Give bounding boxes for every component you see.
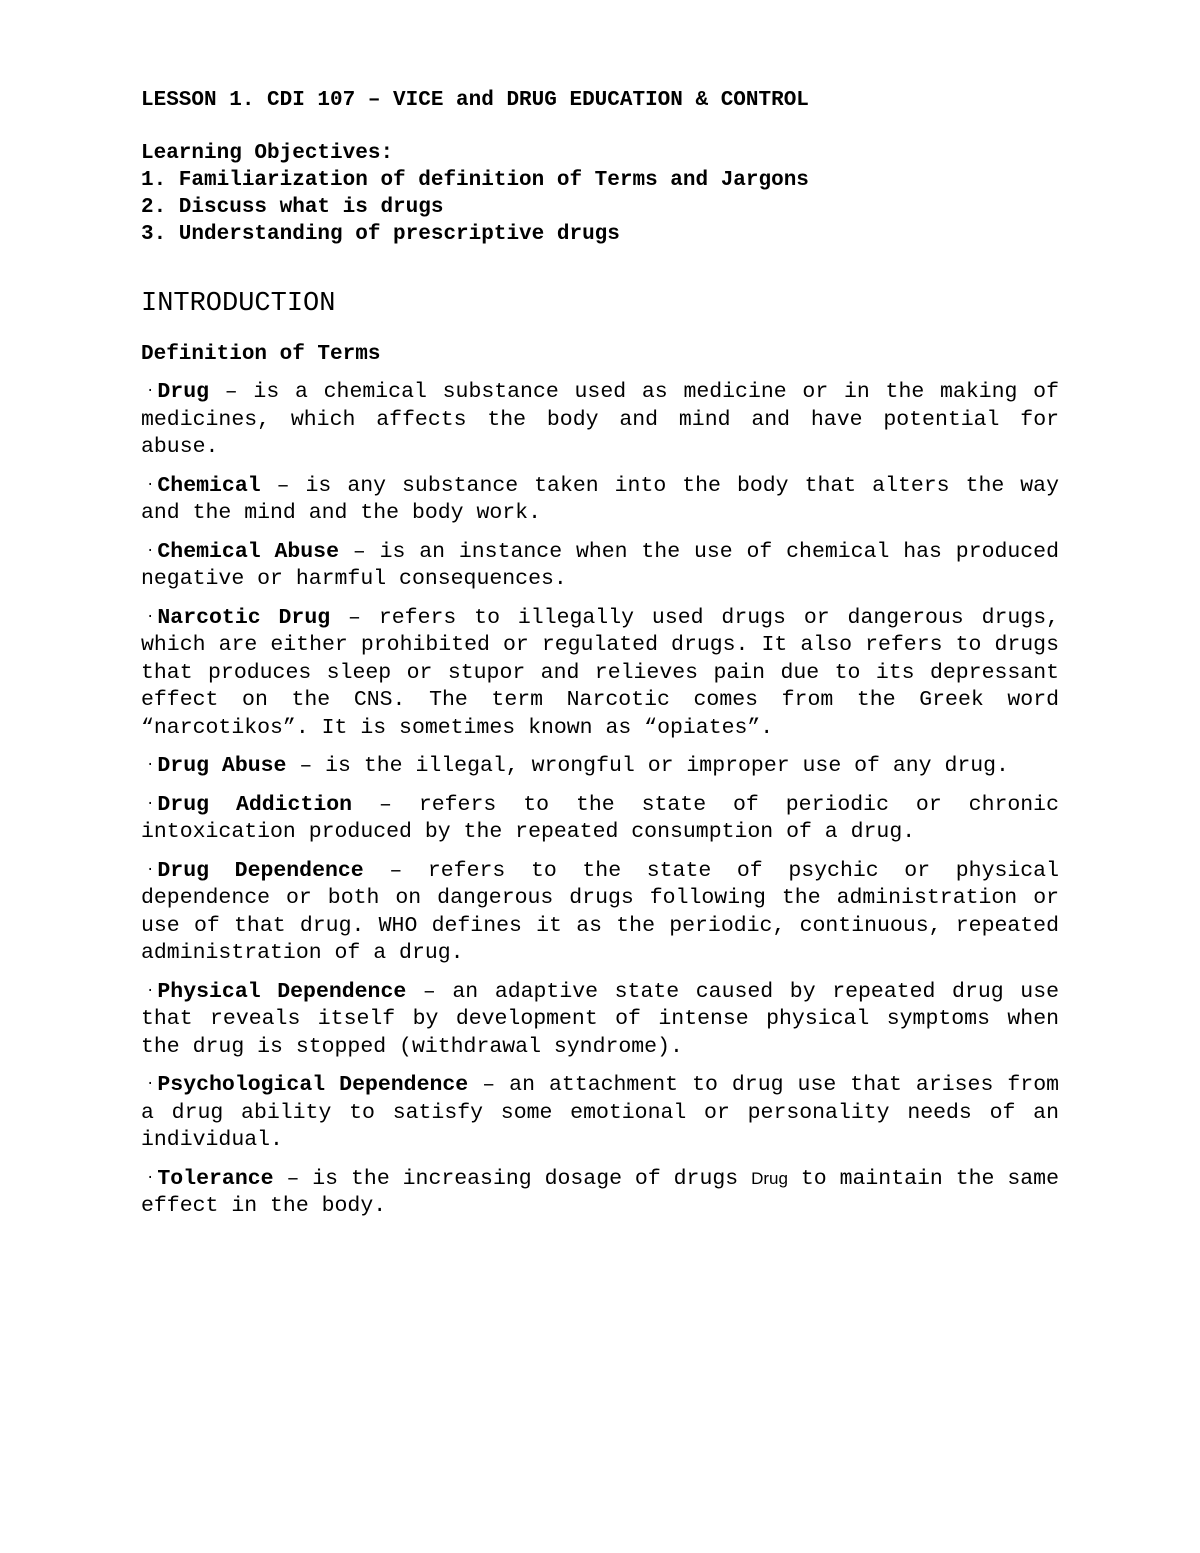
term-physical-dependence bbox=[141, 978, 1059, 1062]
objective-item: 2. Discuss what is drugs bbox=[141, 196, 444, 219]
term-definition-continued: to maintain the same effect in the body. bbox=[141, 1166, 1059, 1218]
term-drug-abuse bbox=[141, 752, 1059, 781]
term-name: Narcotic Drug bbox=[157, 605, 331, 630]
term-definition: – refers to illegally used drugs or dangerous drugs, which are either prohibited or regulated drugs. It also refers to drugs that produces sleep or stupor and relieves pain due to its depressant effect on the CNS. The term Narcotic comes from the Greek word “narcotikos”. It is sometimes known as “opiates”. bbox=[141, 605, 1059, 740]
bullet-icon: · bbox=[146, 383, 155, 399]
term-name: Chemical bbox=[157, 473, 261, 498]
bullet-icon: · bbox=[146, 542, 155, 559]
bullet-icon: · bbox=[146, 1169, 155, 1186]
term-name: Drug Dependence bbox=[157, 858, 364, 883]
objectives-heading: Learning Objectives: bbox=[141, 142, 394, 165]
bullet-icon: · bbox=[146, 1076, 155, 1092]
bullet-icon: · bbox=[146, 861, 155, 878]
bullet-icon: · bbox=[146, 608, 155, 625]
inline-stray-word: Drug bbox=[751, 1168, 788, 1188]
introduction-heading: INTRODUCTION bbox=[141, 289, 336, 319]
term-chemical bbox=[141, 472, 1059, 528]
terms-list bbox=[141, 378, 1059, 1221]
term-name: Psychological Dependence bbox=[157, 1073, 469, 1097]
term-drug-dependence bbox=[141, 857, 1059, 968]
document-content bbox=[141, 86, 1059, 1231]
term-name: Drug Abuse bbox=[157, 754, 287, 778]
term-psychological-dependence bbox=[141, 1071, 1059, 1155]
term-definition: – is a chemical substance used as medicine or in the making of medicines, which affects the body and mind and have potential for abuse. bbox=[141, 380, 1059, 459]
term-name: Tolerance bbox=[157, 1166, 274, 1191]
term-narcotic-drug bbox=[141, 604, 1059, 743]
term-drug-addiction bbox=[141, 791, 1059, 847]
learning-objectives bbox=[141, 140, 1059, 248]
bullet-icon: · bbox=[146, 795, 155, 812]
definitions-heading: Definition of Terms bbox=[141, 343, 381, 366]
term-chemical-abuse bbox=[141, 538, 1059, 594]
term-definition: – is any substance taken into the body that alters the way and the mind and the body work. bbox=[141, 473, 1059, 525]
objective-item: 1. Familiarization of definition of Terms and Jargons bbox=[141, 169, 809, 192]
term-definition: – refers to the state of psychic or physical dependence or both on dangerous drugs following the administration or use of that drug. WHO defines it as the periodic, continuous, repeated administration of a drug. bbox=[141, 858, 1059, 965]
term-drug bbox=[141, 378, 1059, 462]
term-tolerance bbox=[141, 1165, 1059, 1221]
objective-item: 3. Understanding of prescriptive drugs bbox=[141, 223, 620, 246]
term-definition: – refers to the state of periodic or chronic intoxication produced by the repeated consumption of a drug. bbox=[141, 792, 1059, 844]
term-definition: – is the illegal, wrongful or improper use of any drug. bbox=[286, 754, 1009, 778]
term-definition: – an attachment to drug use that arises from a drug ability to satisfy some emotional or personality needs of an individual. bbox=[141, 1073, 1059, 1152]
term-name: Physical Dependence bbox=[157, 979, 407, 1004]
term-name: Drug bbox=[157, 380, 210, 404]
term-definition: – an adaptive state caused by repeated drug use that reveals itself by development of intense physical symptoms when the drug is stopped (withdrawal syndrome). bbox=[141, 979, 1059, 1059]
term-definition: – is an instance when the use of chemical has produced negative or harmful consequences. bbox=[141, 539, 1059, 591]
lesson-title: LESSON 1. CDI 107 – VICE and DRUG EDUCATION & CONTROL bbox=[141, 89, 809, 112]
bullet-icon: · bbox=[146, 757, 155, 773]
term-name: Drug Addiction bbox=[157, 792, 353, 817]
bullet-icon: · bbox=[146, 476, 155, 493]
term-definition: – is the increasing dosage of drugs bbox=[273, 1166, 752, 1191]
term-name: Chemical Abuse bbox=[157, 539, 339, 564]
bullet-icon: · bbox=[146, 982, 155, 999]
